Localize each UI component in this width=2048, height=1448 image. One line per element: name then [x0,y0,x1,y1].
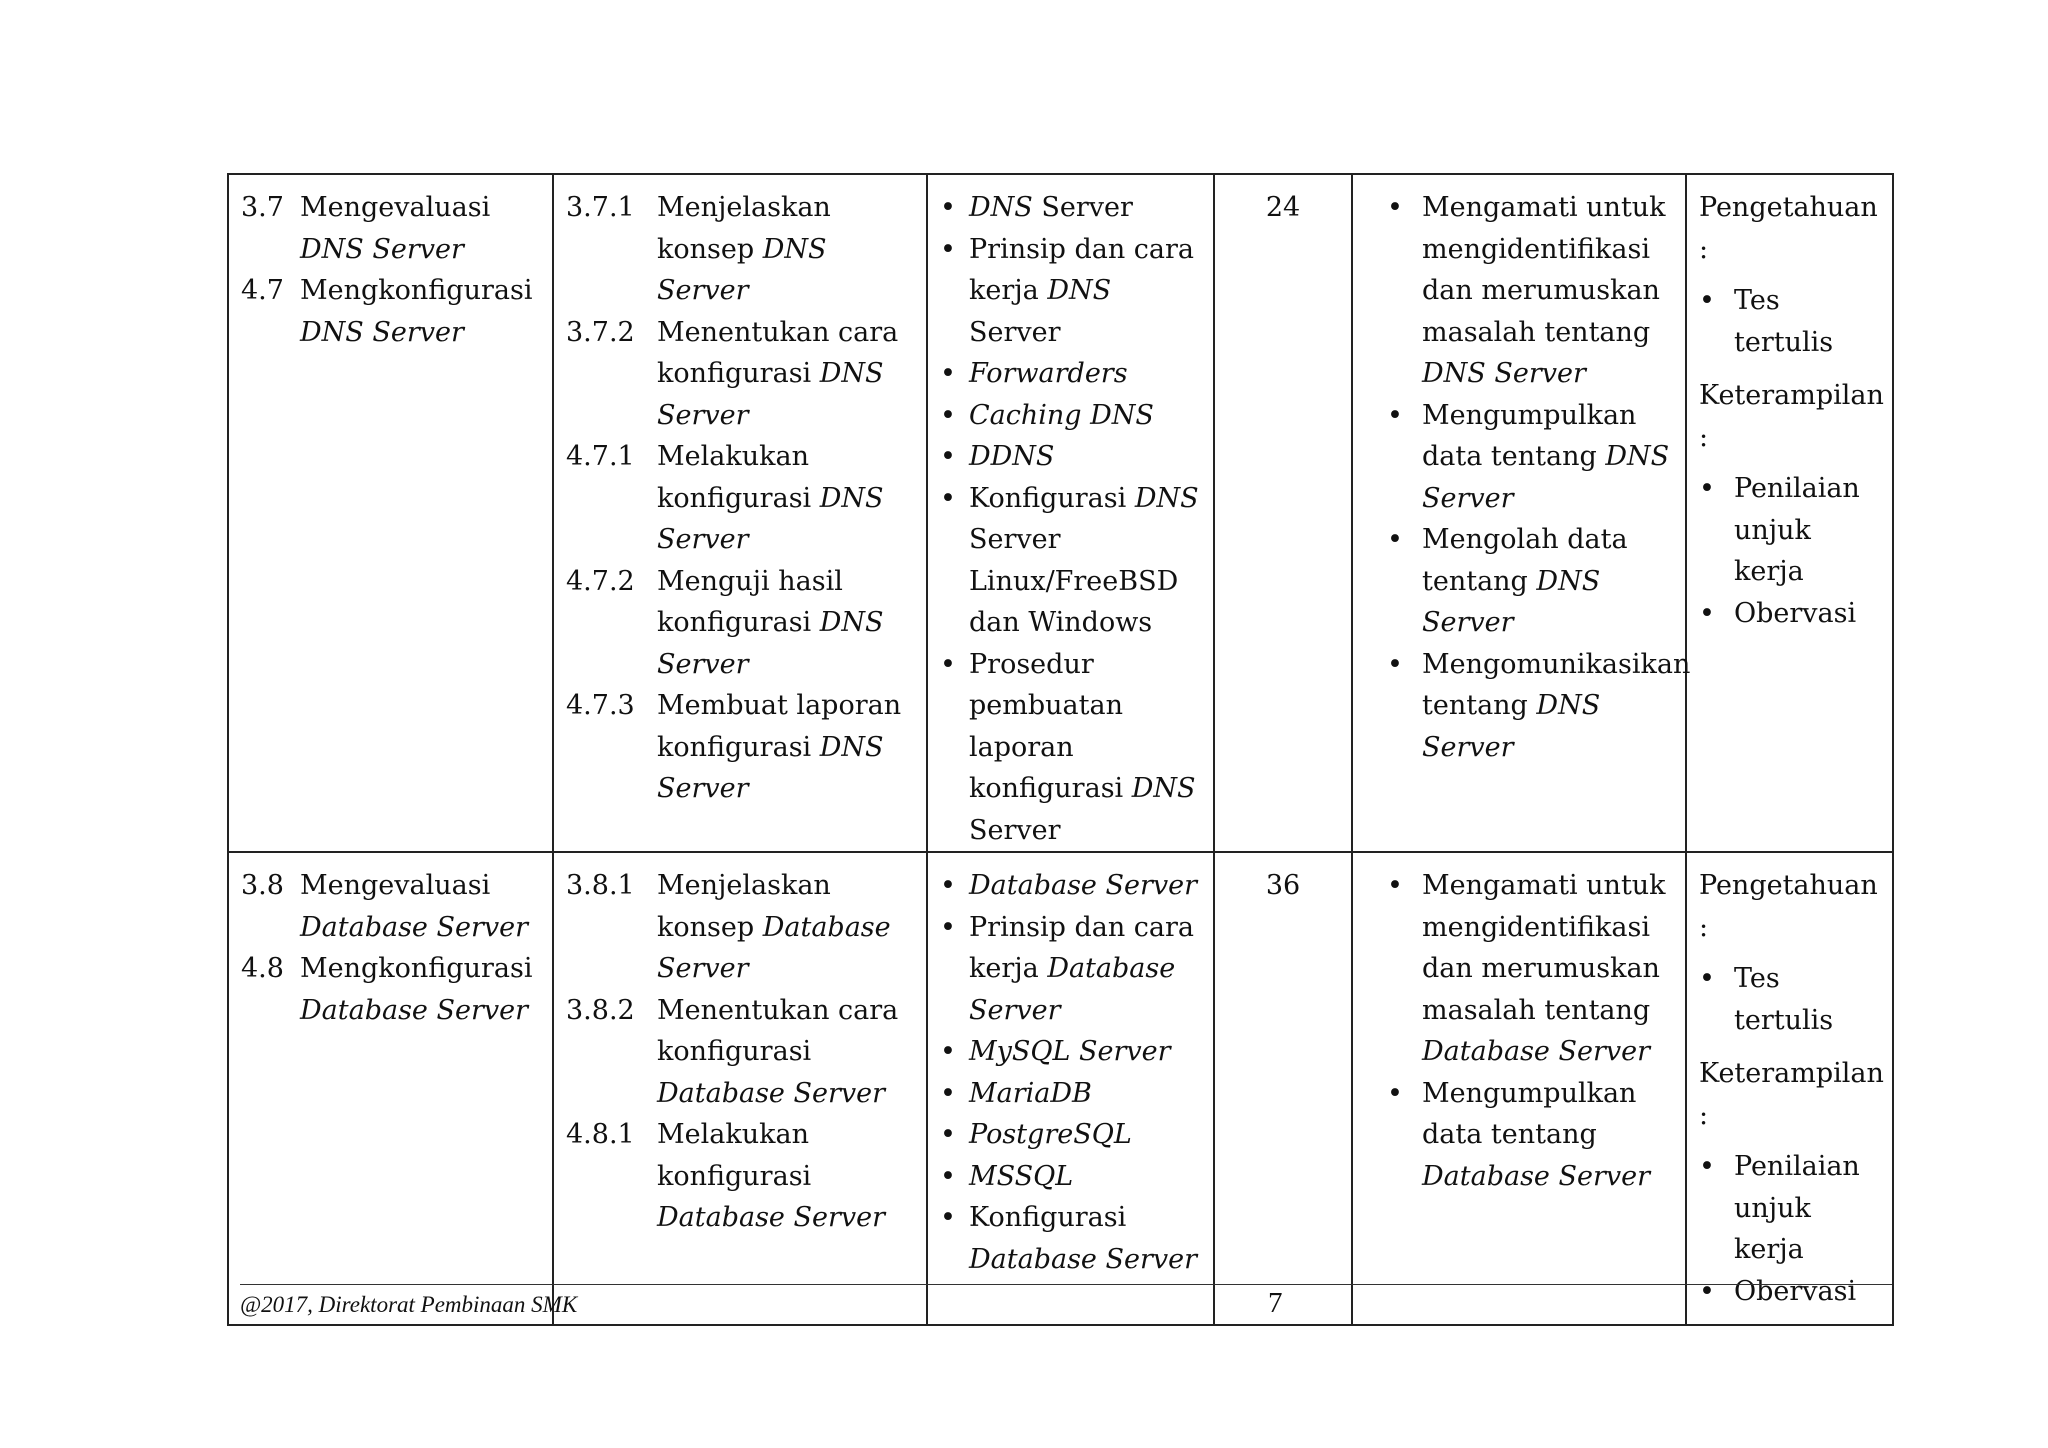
footer-copyright: @2017, Direktorat Pembinaan SMK [240,1292,578,1317]
skill-label: Keterampilan : [1699,1058,1884,1131]
indicator-item [566,1114,914,1239]
kd-cell [228,852,553,1325]
list-item [940,478,1201,644]
material-list [940,865,1201,1280]
indicator-text: Melakukan konfigurasi [657,1119,812,1192]
skill-list [1699,1146,1880,1312]
list-item [1699,1146,1880,1271]
material-text-italic: Database Server [969,870,1198,901]
bullet-icon: • [1699,963,1715,994]
indicator-text-italic: DNS Server [657,358,884,431]
list-item [1699,593,1880,635]
material-text: Prinsip dan cara kerja [969,233,1195,306]
hours-cell [1214,174,1352,852]
list-item [940,907,1201,1032]
kd-text-italic: DNS Server [300,316,464,348]
activity-text: Mengomunikasikan tentang [1422,648,1691,721]
indicator-number: 4.7.3 [566,690,635,721]
material-list [940,187,1201,851]
indicator-text-italic: Database Server [657,1202,886,1233]
activity-text-italic: Database Server [1422,1036,1651,1067]
skill-list [1699,468,1880,634]
list-item [940,353,1201,395]
activity-text: Mengolah data tentang [1422,524,1628,597]
bullet-icon: • [940,1160,956,1192]
bullet-icon: • [940,399,956,431]
assessment-item: Tes tertulis [1734,963,1834,1036]
material-text-italic: DNS [969,192,1033,223]
bullet-icon: • [940,233,956,265]
kd-item [241,865,540,948]
bullet-icon: • [1387,524,1403,555]
indicator-item [566,312,914,437]
material-cell [927,852,1214,1325]
bullet-icon: • [1699,1275,1715,1307]
indicator-text: Menentukan cara konfigurasi [657,994,899,1067]
bullet-icon: • [940,870,956,901]
indicator-text-italic: DNS Server [657,607,884,680]
bullet-icon: • [1387,870,1403,901]
knowledge-list [1699,280,1880,363]
kd-text: Mengkonfigurasi [300,953,533,984]
kd-number: 4.8 [241,953,284,984]
indicator-text-italic: DNS Server [657,731,884,804]
bullet-icon: • [1387,648,1403,680]
kd-number: 4.7 [241,275,284,306]
bullet-icon: • [940,192,956,223]
kd-text-italic: Database Server [300,994,529,1026]
assessment-item: Obervasi [1734,1275,1857,1307]
material-text-italic: MariaDB [969,1077,1092,1109]
hours-cell [1214,852,1352,1325]
activity-text: Mengumpulkan data tentang [1422,1077,1637,1150]
indicator-item [566,865,914,990]
material-text: Server [969,814,1061,846]
bullet-icon: • [940,911,956,943]
indicator-number: 4.7.1 [566,441,635,472]
material-text: Server Linux/FreeBSD dan Windows [969,524,1179,638]
bullet-icon: • [1387,399,1403,431]
material-text: Konfigurasi [969,482,1135,514]
bullet-icon: • [1699,1151,1715,1182]
material-text-italic: DNS [1047,275,1112,306]
bullet-icon: • [940,1119,956,1150]
indicator-text-italic: DNS Server [657,482,884,555]
list-item [940,187,1201,229]
table-row [228,174,1893,852]
indicator-number: 3.7.2 [566,316,635,348]
list-item [1387,1073,1673,1198]
kd-item [241,948,540,1031]
material-text-italic: Database Server [969,953,1176,1026]
kd-text: Mengevaluasi [300,192,491,223]
list-item [940,395,1201,437]
list-item [1699,958,1880,1041]
bullet-icon: • [1699,473,1715,504]
indicator-text-italic: Database Server [657,1077,886,1109]
indicator-text: Menjelaskan konsep [657,192,831,265]
material-text-italic: DNS [1131,773,1196,804]
material-text-italic: MySQL Server [969,1036,1171,1067]
kd-number: 3.8 [241,870,284,901]
indicator-text: Melakukan konfigurasi [657,441,820,514]
material-text-italic: Caching DNS [969,399,1154,431]
activity-text-italic: Database Server [1422,1160,1651,1192]
list-item [1387,865,1673,1073]
list-item [1699,468,1880,593]
material-text-italic: DDNS [969,441,1055,472]
indicator-number: 4.7.2 [566,565,635,597]
assessment-cell [1686,852,1893,1325]
list-item [1387,187,1673,395]
indicator-text: Menentukan cara konfigurasi [657,316,899,389]
activity-text: Mengamati untuk mengidentifikasi dan merumuskan masalah tentang [1422,192,1666,348]
indicator-text: Membuat laporan konfigurasi [657,690,902,763]
knowledge-label: Pengetahuan : [1699,192,1878,265]
list-item [1699,1271,1880,1313]
indicator-cell [553,852,927,1325]
indicator-item [566,561,914,686]
indicator-number: 3.8.1 [566,870,635,901]
assessment-item: Obervasi [1734,597,1857,629]
material-cell [927,174,1214,852]
material-text: Server [1032,192,1133,223]
skill-label: Keterampilan : [1699,380,1884,453]
list-item [940,436,1201,478]
indicator-item [566,685,914,810]
activity-list [1365,187,1691,768]
list-item [940,1156,1201,1198]
material-text-italic: Database Server [969,1243,1198,1275]
material-text: Konfigurasi [969,1202,1127,1233]
kd-item [241,270,540,353]
kd-text: Mengevaluasi [300,870,491,901]
list-item [940,1197,1201,1280]
indicator-text: Menjelaskan konsep [657,870,831,943]
activity-list [1365,865,1673,1197]
footer-divider [240,1284,1892,1285]
table-row [228,852,1893,1325]
indicator-text: Menguji hasil konfigurasi [657,565,843,638]
bullet-icon: • [1387,1077,1403,1109]
indicator-number: 4.8.1 [566,1119,635,1150]
page-number: 7 [1268,1287,1283,1319]
list-item [1387,395,1673,520]
list-item [940,229,1201,354]
indicator-cell [553,174,927,852]
indicator-text-italic: Database Server [657,911,891,984]
indicator-text-italic: DNS Server [657,233,827,306]
kd-text: Mengkonfigurasi [300,275,533,306]
material-text-italic: PostgreSQL [969,1119,1132,1150]
kd-item [241,187,540,270]
indicator-item [566,187,914,312]
activity-cell [1352,852,1686,1325]
bullet-icon: • [1699,285,1715,316]
bullet-icon: • [940,358,956,389]
bullet-icon: • [1387,192,1403,223]
material-text: Prinsip dan cara kerja [969,911,1195,984]
list-item [940,644,1201,852]
bullet-icon: • [940,1202,956,1233]
list-item [1387,519,1673,644]
hours-value: 36 [1265,870,1301,901]
indicator-number: 3.7.1 [566,192,635,223]
hours-value: 24 [1265,192,1301,223]
list-item [1699,280,1880,363]
assessment-item: Penilaian unjuk kerja [1734,473,1860,587]
assessment-item: Penilaian unjuk kerja [1734,1151,1860,1265]
material-text-italic: Forwarders [969,358,1128,389]
list-item [940,865,1201,907]
material-text-italic: DNS [1134,482,1199,514]
activity-text: Mengumpulkan data tentang [1422,399,1637,472]
knowledge-label: Pengetahuan : [1699,870,1878,943]
bullet-icon: • [1699,597,1715,629]
list-item [1387,644,1691,769]
material-text: Server [969,316,1061,348]
activity-text-italic: DNS Server [1422,358,1586,389]
bullet-icon: • [940,441,956,472]
bullet-icon: • [940,1077,956,1109]
bullet-icon: • [940,1036,956,1067]
list-item [940,1031,1201,1073]
indicator-number: 3.8.2 [566,994,635,1026]
bullet-icon: • [940,482,956,514]
assessment-cell [1686,174,1893,852]
kd-text-italic: DNS Server [300,233,464,265]
indicator-item [566,436,914,561]
list-item [940,1073,1201,1115]
activity-text-italic: DNS Server [1422,565,1601,638]
activity-text-italic: DNS Server [1422,441,1670,514]
material-text-italic: MSSQL [969,1160,1074,1192]
kd-number: 3.7 [241,192,284,223]
assessment-item: Tes tertulis [1734,285,1834,358]
syllabus-table [227,173,1894,1326]
bullet-icon: • [940,648,956,680]
kd-cell [228,174,553,852]
indicator-item [566,990,914,1115]
activity-text: Mengamati untuk mengidentifikasi dan merumuskan masalah tentang [1422,870,1666,1026]
activity-cell [1352,174,1691,852]
list-item [940,1114,1201,1156]
knowledge-list [1699,958,1880,1041]
kd-text-italic: Database Server [300,911,529,943]
material-text: Prosedur pembuatan laporan konfigurasi [969,648,1132,804]
activity-text-italic: DNS Server [1422,690,1601,763]
